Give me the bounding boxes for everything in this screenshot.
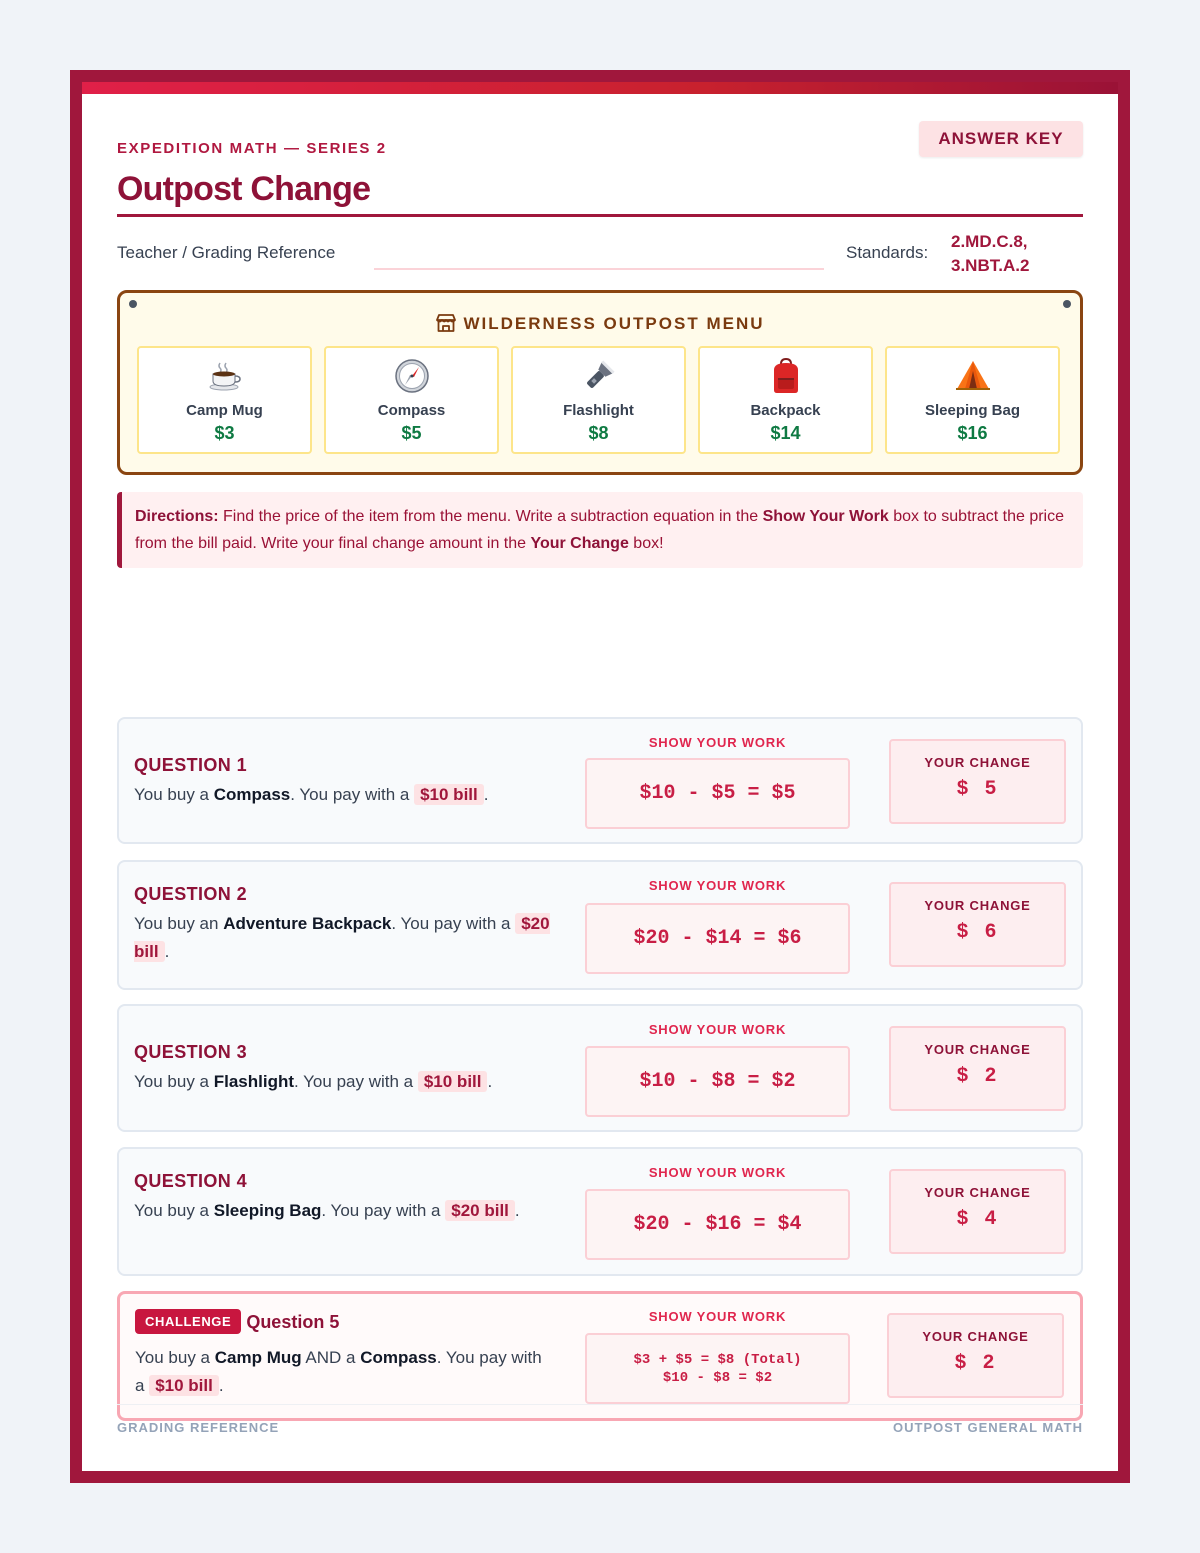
question-text-part: You buy a bbox=[134, 785, 214, 804]
standards-line-2: 3.NBT.A.2 bbox=[951, 256, 1030, 275]
menu-item-backpack bbox=[698, 346, 873, 454]
menu-item-price: $3 bbox=[214, 423, 235, 443]
question-number: Question 5 bbox=[246, 1312, 340, 1332]
question-text-part: . bbox=[164, 942, 170, 961]
challenge-question-card bbox=[117, 1291, 1083, 1421]
question-item: Compass bbox=[360, 1348, 437, 1367]
your-change-label: YOUR CHANGE bbox=[924, 898, 1031, 913]
your-change-label: YOUR CHANGE bbox=[924, 1185, 1031, 1200]
question-text bbox=[135, 1344, 555, 1400]
question-text-part: You buy a bbox=[134, 1072, 214, 1091]
question-text-part: . You pay with a bbox=[391, 914, 516, 933]
show-work-label: SHOW YOUR WORK bbox=[648, 878, 787, 893]
question-text-part: You buy a bbox=[135, 1348, 215, 1367]
question-card-3 bbox=[117, 1004, 1083, 1132]
question-text-part: . bbox=[514, 1201, 520, 1220]
bill-badge: $10 bill bbox=[149, 1375, 219, 1396]
menu-item-name: Sleeping Bag bbox=[924, 402, 1021, 419]
page-frame bbox=[70, 70, 1130, 1483]
question-number: QUESTION 3 bbox=[134, 1042, 248, 1062]
question-text-part: . bbox=[218, 1376, 224, 1395]
your-change-value: $ 2 bbox=[954, 1352, 997, 1375]
your-change-label: YOUR CHANGE bbox=[924, 1042, 1031, 1057]
your-change-box[interactable] bbox=[887, 1313, 1064, 1398]
question-text-part: . bbox=[487, 1072, 493, 1091]
footer-right-text: OUTPOST GENERAL MATH bbox=[893, 1420, 1083, 1435]
question-text-part: AND a bbox=[301, 1348, 361, 1367]
bill-badge: $20 bill bbox=[445, 1200, 515, 1221]
pin-dot-right bbox=[1063, 300, 1071, 308]
question-item: Adventure Backpack bbox=[223, 914, 392, 933]
menu-item-price: $8 bbox=[588, 423, 609, 443]
question-item: Camp Mug bbox=[214, 1348, 302, 1367]
question-text bbox=[134, 910, 554, 966]
show-work-box[interactable] bbox=[585, 1333, 850, 1404]
show-work-box[interactable]: $20 - $16 = $4 bbox=[585, 1189, 850, 1260]
top-accent-bar bbox=[82, 82, 1118, 94]
directions-text: box to subtract the price from the bill paid. Write your final change amount in the bbox=[135, 508, 1064, 552]
directions-text: Find the price of the item from the menu. Write a subtraction equation in the bbox=[218, 508, 763, 525]
menu-items bbox=[137, 346, 1060, 454]
teacher-name-line[interactable] bbox=[374, 268, 824, 270]
question-item: Compass bbox=[213, 785, 291, 804]
bill-badge: $10 bill bbox=[418, 1071, 488, 1092]
footer-divider bbox=[117, 1404, 1083, 1405]
directions-text: box! bbox=[628, 535, 664, 552]
store-icon bbox=[435, 313, 457, 333]
bill-badge: $10 bill bbox=[414, 784, 484, 805]
teacher-label: Teacher / Grading Reference bbox=[117, 243, 336, 262]
title-divider bbox=[117, 214, 1083, 217]
menu-item-price: $5 bbox=[401, 423, 422, 443]
page-title: Outpost Change bbox=[117, 170, 371, 208]
show-work-label: SHOW YOUR WORK bbox=[648, 1309, 787, 1324]
menu-item-name: Flashlight bbox=[563, 402, 634, 419]
your-change-label: YOUR CHANGE bbox=[924, 755, 1031, 770]
show-work-box[interactable]: $10 - $5 = $5 bbox=[585, 758, 850, 829]
series-label: EXPEDITION MATH — SERIES 2 bbox=[117, 140, 387, 157]
question-card-4 bbox=[117, 1147, 1083, 1276]
flashlight-icon bbox=[513, 358, 684, 394]
question-number: QUESTION 2 bbox=[134, 884, 248, 904]
show-work-label: SHOW YOUR WORK bbox=[648, 1165, 787, 1180]
pin-dot-left bbox=[129, 300, 137, 308]
your-change-box[interactable] bbox=[889, 1026, 1066, 1111]
question-card-2 bbox=[117, 860, 1083, 990]
menu-item-name: Camp Mug bbox=[186, 402, 263, 419]
directions-emphasis: Show Your Work bbox=[762, 508, 889, 525]
answer-key-badge: ANSWER KEY bbox=[919, 121, 1083, 157]
question-text-part: . You pay with a bbox=[135, 1348, 542, 1395]
bill-badge: $20 bill bbox=[134, 914, 550, 961]
your-change-label: YOUR CHANGE bbox=[922, 1329, 1029, 1344]
question-text-part: . You pay with a bbox=[290, 785, 415, 804]
your-change-box[interactable] bbox=[889, 882, 1066, 967]
menu-item-price: $16 bbox=[957, 423, 988, 443]
your-change-value: $ 6 bbox=[956, 921, 999, 944]
question-text-part: You buy a bbox=[134, 1201, 214, 1220]
question-text-part: You buy an bbox=[134, 914, 224, 933]
question-text bbox=[134, 781, 554, 809]
question-item: Sleeping Bag bbox=[213, 1201, 322, 1220]
standards-line-1: 2.MD.C.8, bbox=[951, 232, 1028, 251]
backpack-icon bbox=[700, 358, 871, 394]
footer-left-text: GRADING REFERENCE bbox=[117, 1420, 280, 1435]
standards-label: Standards: bbox=[846, 243, 929, 262]
menu-item-flashlight bbox=[511, 346, 686, 454]
show-work-box[interactable]: $20 - $14 = $6 bbox=[585, 903, 850, 974]
tent-icon bbox=[887, 358, 1058, 394]
menu-item-price: $14 bbox=[770, 423, 801, 443]
menu-item-camp-mug bbox=[137, 346, 312, 454]
question-item: Flashlight bbox=[213, 1072, 295, 1091]
menu-title bbox=[120, 313, 1080, 334]
your-change-value: $ 5 bbox=[956, 778, 999, 801]
coffee-mug-icon bbox=[139, 358, 310, 394]
question-text-part: . You pay with a bbox=[294, 1072, 418, 1091]
standards-value bbox=[951, 230, 1061, 278]
your-change-box[interactable] bbox=[889, 739, 1066, 824]
compass-icon bbox=[326, 358, 497, 394]
show-work-box[interactable]: $10 - $8 = $2 bbox=[585, 1046, 850, 1117]
menu-item-sleeping-bag bbox=[885, 346, 1060, 454]
your-change-box[interactable] bbox=[889, 1169, 1066, 1254]
your-change-value: $ 4 bbox=[956, 1208, 999, 1231]
directions-emphasis: Your Change bbox=[530, 535, 629, 552]
show-work-label: SHOW YOUR WORK bbox=[648, 1022, 787, 1037]
worksheet bbox=[82, 82, 1118, 1471]
work-line: $3 + $5 = $8 (Total) bbox=[633, 1351, 802, 1368]
question-card-1 bbox=[117, 717, 1083, 844]
directions-box bbox=[117, 492, 1083, 568]
question-number: QUESTION 4 bbox=[134, 1171, 248, 1191]
challenge-badge: CHALLENGE bbox=[135, 1309, 241, 1334]
challenge-header bbox=[135, 1309, 339, 1334]
show-work-label: SHOW YOUR WORK bbox=[648, 735, 787, 750]
menu-item-name: Compass bbox=[377, 402, 446, 419]
menu-title-text: WILDERNESS OUTPOST MENU bbox=[463, 314, 765, 333]
menu-item-compass bbox=[324, 346, 499, 454]
question-text bbox=[134, 1197, 534, 1225]
outpost-menu bbox=[117, 290, 1083, 475]
question-text bbox=[134, 1068, 554, 1096]
question-number: QUESTION 1 bbox=[134, 755, 248, 775]
directions-label: Directions: bbox=[135, 508, 219, 525]
work-line: $10 - $8 = $2 bbox=[662, 1369, 773, 1386]
question-text-part: . You pay with a bbox=[321, 1201, 446, 1220]
your-change-value: $ 2 bbox=[956, 1065, 999, 1088]
question-text-part: . bbox=[483, 785, 489, 804]
menu-item-name: Backpack bbox=[750, 402, 821, 419]
